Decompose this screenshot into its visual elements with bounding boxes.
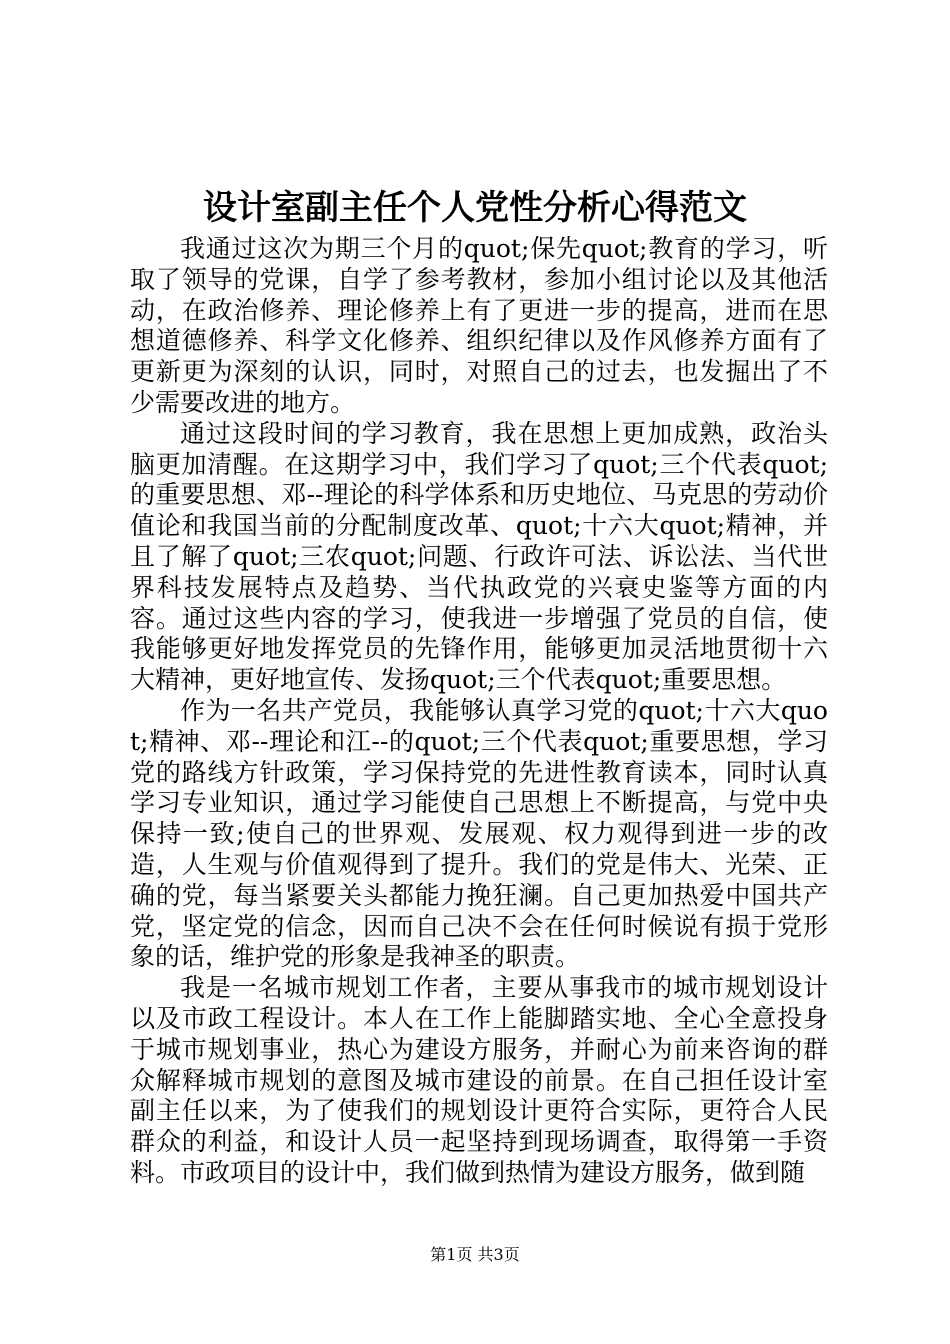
page-number-footer: 第1页 共3页 xyxy=(430,1245,520,1264)
document-title: 设计室副主任个人党性分析心得范文 xyxy=(203,188,747,228)
paragraph-2: 通过这段时间的学习教育，我在思想上更加成熟，政治头脑更加清醒。在这期学习中，我们学习了quot;三个代表quot;的重要思想、邓--理论的科学体系和历史地位、马克思的劳动价值论和我国当前的分配制度改革、quot;十六大quot;精神，并且了解了quot;三农quot;问题、行政许可法、诉讼法、当代世界科技发展特点及趋势、当代执政党的兴衰史鉴等方面的内容。通过这些内容的学习，使我进一步增强了党员的自信，使我能够更好地发挥党员的先锋作用，能够更加灵活地贯彻十六大精神，更好地宣传、发扬quot;三个代表quot;重要思想。 xyxy=(130,418,828,695)
paragraph-1: 我通过这次为期三个月的quot;保先quot;教育的学习，听取了领导的党课，自学了参考教材，参加小组讨论以及其他活动，在政治修养、理论修养上有了更进一步的提高，进而在思想道德修养、科学文化修养、组织纪律以及作风修养方面有了更新更为深刻的认识，同时，对照自己的过去，也发掘出了不少需要改进的地方。 xyxy=(130,234,828,417)
document-body xyxy=(130,234,828,1189)
paragraph-3: 作为一名共产党员，我能够认真学习党的quot;十六大quot;精神、邓--理论和江--的quot;三个代表quot;重要思想，学习党的路线方针政策，学习保持党的先进性教育读本，同时认真学习专业知识，通过学习能使自己思想上不断提高，与党中央保持一致;使自己的世界观、发展观、权力观得到进一步的改造，人生观与价值观得到了提升。我们的党是伟大、光荣、正确的党，每当紧要关头都能力挽狂澜。自己更加热爱中国共产党，坚定党的信念，因而自己决不会在任何时候说有损于党形象的话，维护党的形象是我神圣的职责。 xyxy=(130,695,828,972)
paragraph-4: 我是一名城市规划工作者，主要从事我市的城市规划设计以及市政工程设计。本人在工作上能脚踏实地、全心全意投身于城市规划事业，热心为建设方服务，并耐心为前来咨询的群众解释城市规划的意图及城市建设的前景。在自己担任设计室副主任以来，为了使我们的规划设计更符合实际，更符合人民群众的利益，和设计人员一起坚持到现场调查，取得第一手资料。市政项目的设计中，我们做到热情为建设方服务，做到随 xyxy=(130,973,828,1187)
